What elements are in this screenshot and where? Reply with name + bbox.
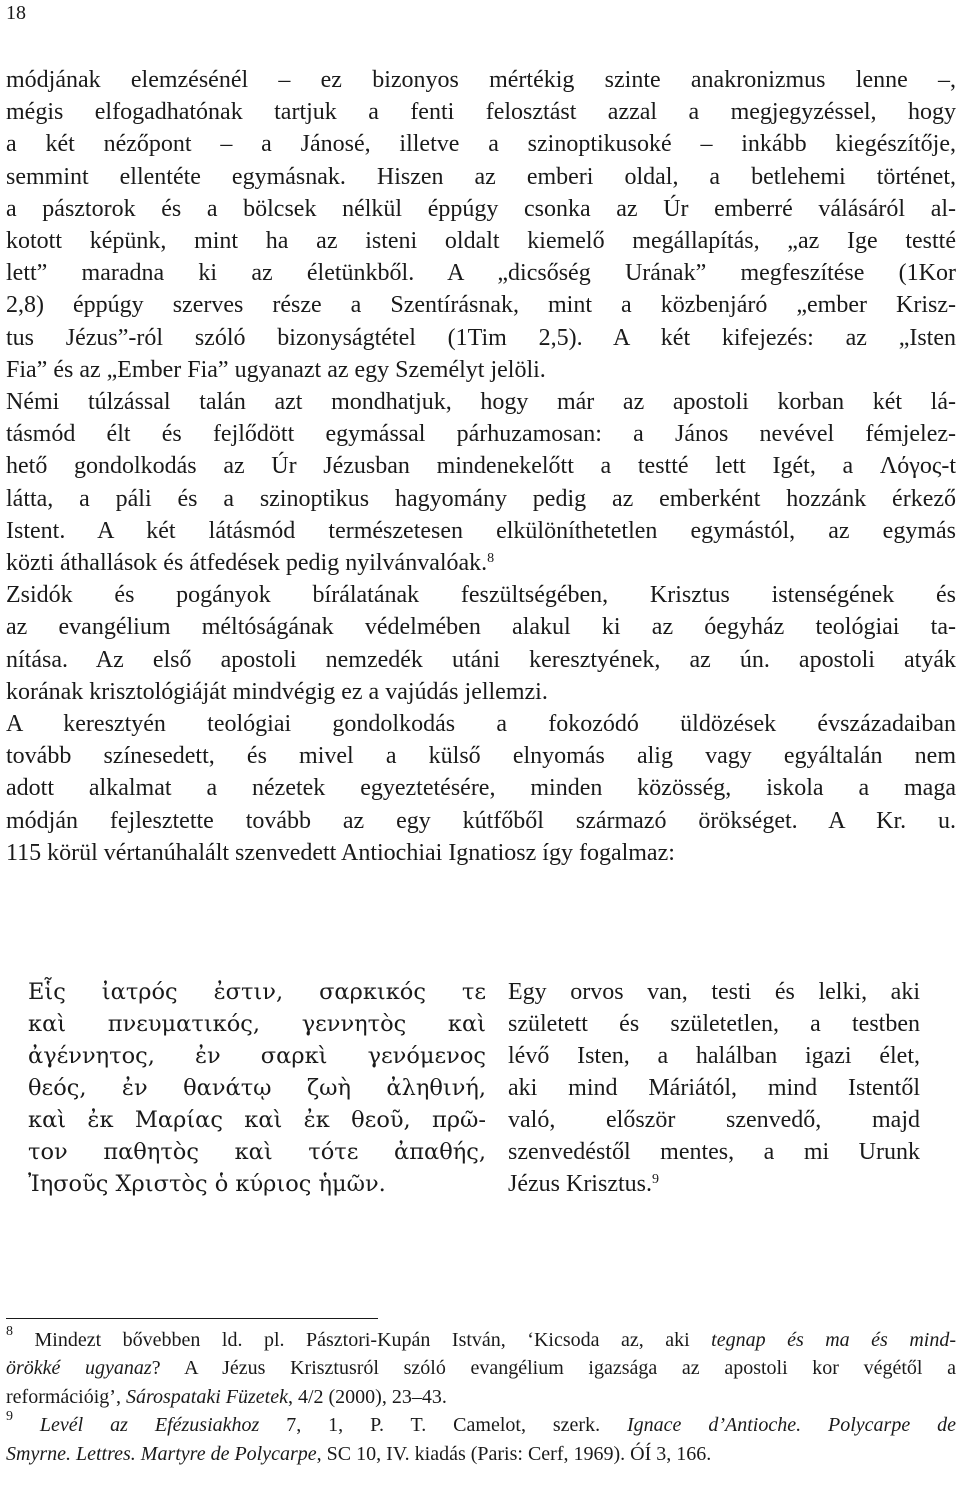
text-line: tovább színesedett, és mivel a külső elnyomás alig vagy egyáltalán nem: [6, 743, 956, 770]
greek-line: θεός, ἐν θανάτῳ ζωὴ ἀληθινή,: [28, 1075, 486, 1101]
greek-line: Ἰησοῦς Χριστὸς ὁ κύριος ἡμῶν.: [28, 1171, 386, 1197]
footnote-text: reformációig’,: [6, 1385, 126, 1408]
text-line: nítása. Az első apostoli nemzedék utáni keresztyének, az ún. apostoli atyák: [6, 646, 956, 673]
greek-line: ἀγέννητος, ἐν σαρκὶ γενόμενος: [28, 1043, 486, 1069]
text-line: Istent. A két látásmód természetesen elkülöníthetetlen egymástól, az egymás: [6, 517, 956, 544]
text-line: kotott képünk, mint ha az isteni oldalt kiemelő megállapítás, „az Ige testté: [6, 228, 956, 255]
footnote-italic-text: Levél az Efézusiakhoz: [39, 1414, 260, 1437]
text-line: módján fejlesztette tovább az egy kútfőből származó örökséget. A Kr. u.: [6, 807, 956, 834]
text-line: hető gondolkodás az Úr Jézusban mindenekelőtt a testté lett Igét, a Λόγος-t: [6, 453, 956, 480]
text-line-with-note: [6, 547, 956, 579]
footnote-italic-text: örökké ugyanaz: [6, 1357, 152, 1380]
footnote-reference: 8: [487, 551, 495, 567]
text-line: tus Jézus”-ról szóló bizonyságtétel (1Tim 2,5). A két kifejezés: az „Isten: [6, 324, 956, 351]
footnotes: [6, 1326, 956, 1468]
greek-line: καὶ ἐκ Μαρίας καὶ ἐκ θεοῦ, πρῶ-: [28, 1107, 486, 1133]
footnote-text: 7, 1, P. T. Camelot, szerk.: [259, 1414, 627, 1437]
footnote-9-line: [6, 1411, 956, 1439]
translation-line: született és születetlen, a testben: [508, 1011, 920, 1037]
greek-line: καὶ πνευματικός, γεννητὸς καὶ: [28, 1011, 486, 1037]
text-line: az evangélium méltóságának védelmében alakul ki az óegyház teológiai ta-: [6, 614, 956, 641]
footnote-8-line: [6, 1354, 956, 1382]
footnote-marker: 9: [6, 1409, 13, 1425]
footnote-text: Mindezt bővebben ld. pl. Pásztori-Kupán István, ‘Kicsoda az, aki: [34, 1329, 712, 1351]
text-line: mégis elfogadhatónak tartjuk a fenti felosztást azzal a megjegyzéssel, hogy: [6, 99, 956, 126]
footnote-text: , SC 10, IV. kiadás (Paris: Cerf, 1969). ÓÍ 3, 166.: [316, 1442, 712, 1465]
text-line: módjának elemzésénél – ez bizonyos mértékig szinte anakronizmus lenne –,: [6, 67, 956, 93]
page-number: 18: [6, 2, 26, 24]
footnote-italic-text: Smyrne. Lettres. Martyre de Polycarpe: [6, 1442, 317, 1465]
text-line: közti áthallások és átfedések pedig nyilvánvalóak.: [6, 550, 488, 577]
footnote-8-line: [6, 1383, 956, 1411]
footnote-8-line: [6, 1326, 956, 1354]
text-line: semmint ellentéte egymásnak. Hiszen az emberi oldal, a betlehemi történet,: [6, 163, 956, 190]
body-text: [6, 64, 956, 869]
text-line: a két nézőpont – a Jánosé, illetve a szinoptikusoké – inkább kiegészítője,: [6, 131, 956, 158]
translation-line: való, először szenvedő, majd: [508, 1107, 920, 1133]
text-line: A keresztyén teológiai gondolkodás a fokozódó üldözések évszázadaiban: [6, 711, 956, 738]
text-line: 2,8) éppúgy szerves része a Szentírásnak, mint a közbenjáró „ember Krisz-: [6, 292, 956, 319]
footnote-italic-text: Ignace d’Antioche. Polycarpe de: [627, 1414, 956, 1437]
text-line: 115 körül vértanúhalált szenvedett Antiochiai Ignatiosz így fogalmaz:: [6, 839, 675, 866]
translation-line: Egy orvos van, testi és lelki, aki: [508, 979, 920, 1005]
text-line: korának krisztológiáját mindvégig ez a vajúdás jellemzi.: [6, 678, 548, 705]
text-line: látta, a páli és a szinoptikus hagyomány pedig az emberként hozzánk érkező: [6, 485, 956, 512]
footnote-text: , 4/2 (2000), 23–43.: [287, 1385, 447, 1408]
text-line: a pásztorok és a bölcsek nélkül éppúgy csonka az Úr emberré válásáról al-: [6, 195, 956, 222]
greek-line: Εἷς ἰατρός ἐστιν, σαρκικός τε: [28, 979, 486, 1005]
translation-line: szenvedéstől mentes, a mi Urunk: [508, 1139, 920, 1165]
text-line: Zsidók és pogányok bírálatának feszültségében, Krisztus istenségének és: [6, 582, 956, 609]
text-line: adott alkalmat a nézetek egyeztetésére, minden közösség, iskola a maga: [6, 775, 956, 802]
hungarian-translation: [508, 976, 920, 1200]
footnote-italic-text: tegnap és ma és mind-: [711, 1329, 956, 1351]
translation-line: Jézus Krisztus.: [508, 1171, 652, 1197]
footnote-9-line: [6, 1440, 956, 1468]
translation-line: aki mind Máriától, mind Istentől: [508, 1075, 920, 1101]
text-line: tásmód élt és fejlődött egymással párhuzamosan: a János nevével fémjelez-: [6, 421, 956, 448]
text-line: Némi túlzással talán azt mondhatjuk, hogy már az apostoli korban két lá-: [6, 389, 956, 416]
footnote-marker: 8: [6, 1324, 13, 1339]
translation-line-with-note: [508, 1168, 920, 1200]
footnote-italic-text: Sárospataki Füzetek: [125, 1385, 288, 1408]
footnote-text: ? A Jézus Krisztusról szóló evangélium igazsága az apostoli kor végétől a: [151, 1357, 957, 1380]
greek-quotation: [28, 976, 486, 1200]
footnote-divider: [6, 1318, 378, 1319]
text-line: lett” maradna ki az életünkből. A „dicsőség Urának” megfeszítése (1Kor: [6, 260, 956, 287]
translation-line: lévő Isten, a halálban igazi élet,: [508, 1043, 920, 1069]
text-line: Fia” és az „Ember Fia” ugyanazt az egy Személyt jelöli.: [6, 356, 546, 383]
greek-line: τον παθητὸς καὶ τότε ἀπαθής,: [28, 1139, 486, 1165]
footnote-reference: 9: [651, 1172, 659, 1187]
